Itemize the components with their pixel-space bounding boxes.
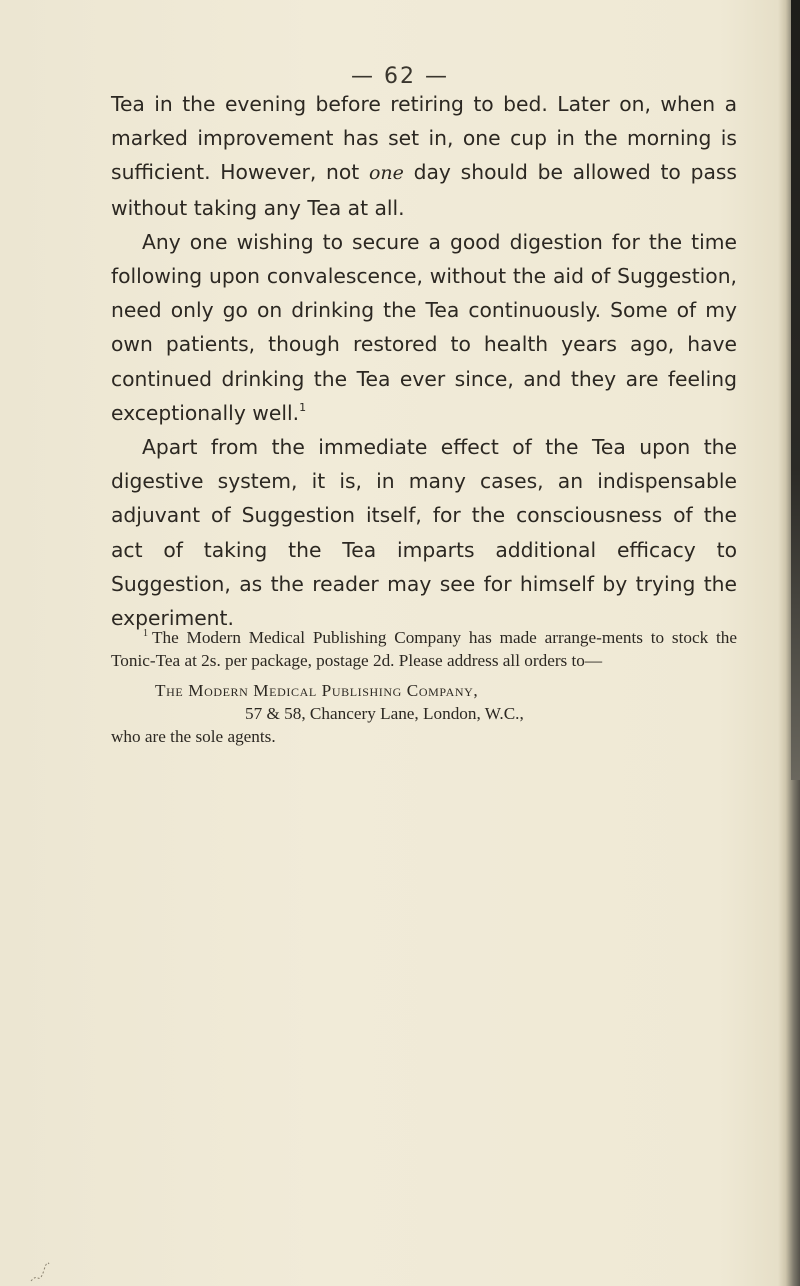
emphasis-one: one	[368, 162, 404, 185]
footnote-text: The Modern Medical Publishing Company has made arrange-ments to stock the Tonic-Tea at 2s. per package, postage 2d. Please address all orders to—	[111, 628, 737, 671]
ink-mark-icon	[30, 1262, 50, 1282]
footnote-reference: 1	[299, 400, 307, 414]
page-number: — 62 —	[351, 64, 449, 89]
footnote-body	[111, 626, 737, 673]
paragraph-1-text-end: day should be allowed to pass without taking any Tea at all.	[111, 160, 737, 220]
paragraph-3: Apart from the immediate effect of the Tea upon the digestive system, it is, in many cases, an indispensable adjuvant of Suggestion itself, for the consciousness of the act of taking the Tea imparts additional efficacy to Suggestion, as the reader may see for himself by trying the experiment.	[111, 435, 737, 631]
footnote	[111, 626, 737, 748]
footnote-closing: who are the sole agents.	[111, 727, 276, 747]
paragraph-2	[111, 225, 737, 430]
page-binding-edge	[791, 0, 800, 780]
footnote-address: 57 & 58, Chancery Lane, London, W.C.,	[245, 703, 524, 723]
paragraph-2-text: Any one wishing to secure a good digestion for the time following upon convalescence, without the aid of Suggestion, need only go on drinking the Tea continuously. Some of my own patients, though restored to health years ago, have continued drinking the Tea ever since, and they are feeling exceptionally well.	[111, 229, 737, 425]
footnote-company: The Modern Medical Publishing Company,	[155, 680, 479, 700]
body-text	[111, 87, 737, 635]
paragraph-1	[111, 87, 737, 225]
footnote-marker: 1	[143, 628, 148, 639]
paragraph-1-text-start: Tea in the evening before retiring to bed. Later on, when a marked improvement has set in, one cup in the morning is sufficient. However, not	[111, 92, 737, 185]
